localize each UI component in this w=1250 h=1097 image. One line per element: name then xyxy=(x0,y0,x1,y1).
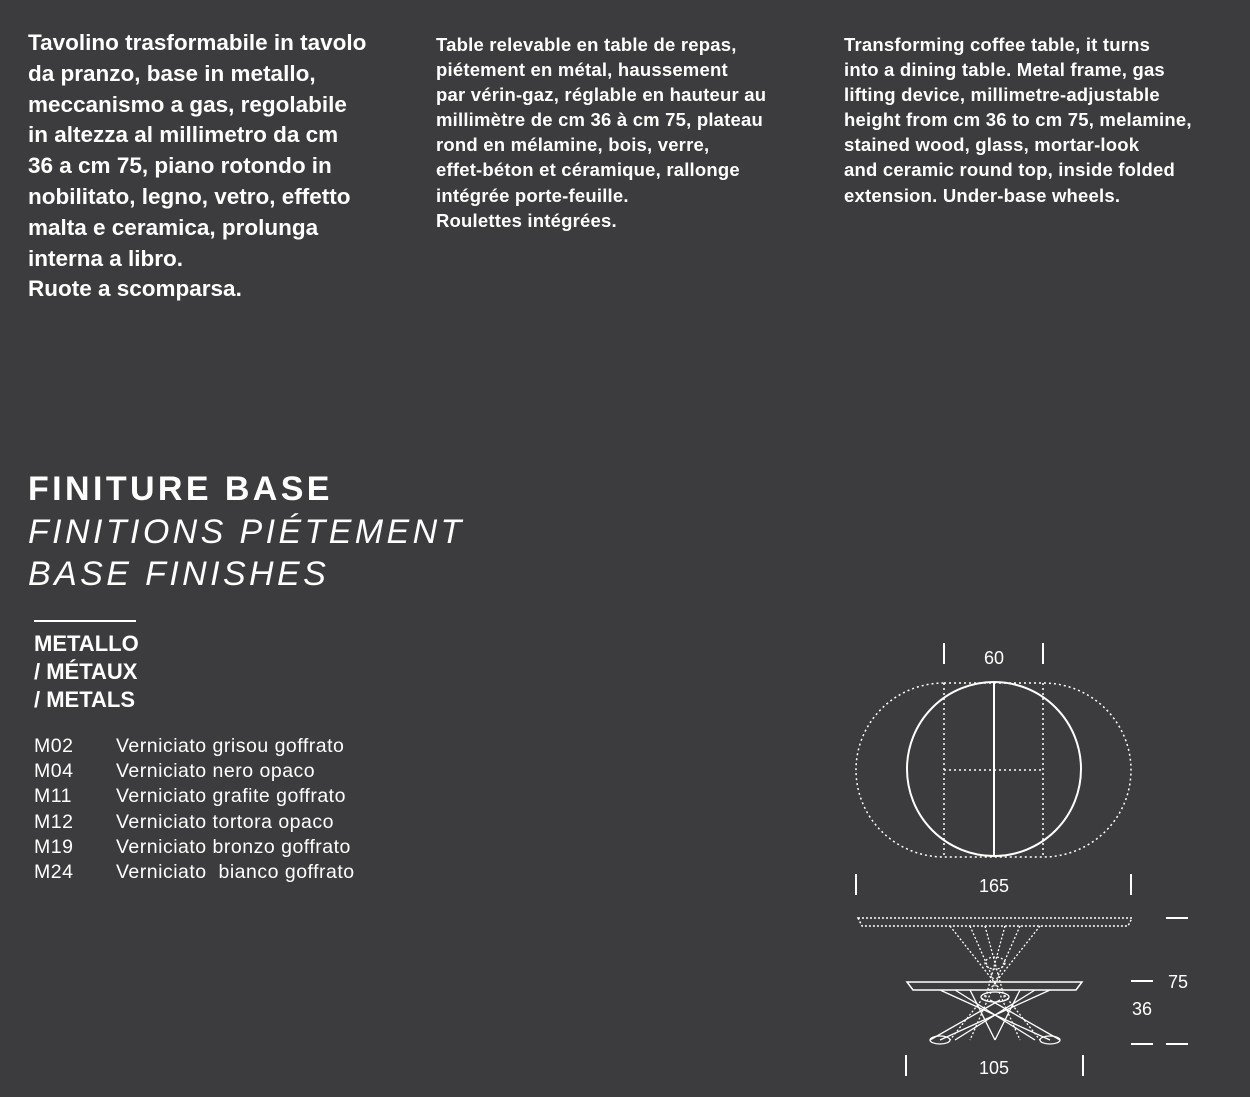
category-italian: METALLO xyxy=(34,631,139,656)
heading-english: BASE FINISHES xyxy=(28,555,330,593)
finish-name: Verniciato bronzo goffrato xyxy=(116,835,351,858)
dimension-min-height: 36 xyxy=(1131,999,1153,1019)
finish-code: M19 xyxy=(34,835,74,858)
heading-italian: FINITURE BASE xyxy=(28,470,333,508)
finish-name: Verniciato grisou goffrato xyxy=(116,735,345,757)
description-italian: Tavolino trasformabile in tavolo da pranzo, base in metallo, meccanismo a gas, regolabile in altezza al millimetro da cm 36 a cm 75, piano rotondo in nobilitato, legno, vetro, effetto malta e ceramica, prolunga interna a libro. Ruote a scomparsa. xyxy=(28,30,367,302)
category-french: / MÉTAUX xyxy=(34,659,138,684)
heading-french: FINITIONS PIÉTEMENT xyxy=(28,512,465,551)
dimension-extended-length: 165 xyxy=(978,876,1010,896)
dimension-extension-width: 60 xyxy=(983,648,1005,668)
finish-name: Verniciato bianco goffrato xyxy=(116,861,355,884)
finish-code: M12 xyxy=(34,810,74,833)
finish-name: Verniciato tortora opaco xyxy=(116,810,334,833)
finish-code: M24 xyxy=(34,861,74,884)
finish-code: M11 xyxy=(34,785,72,808)
description-english: Transforming coffee table, it turns into a dining table. Metal frame, gas lifting device, millimetre-adjustable height from cm 36 to cm 75, melamine, stained wood, glass, mortar-look and ceramic round top, inside folded extension. Under-base wheels. xyxy=(844,34,1192,206)
base-legs xyxy=(930,990,1060,1044)
dimension-base-width: 105 xyxy=(978,1058,1010,1078)
finish-code: M02 xyxy=(34,735,74,757)
side-view-drawing xyxy=(858,918,1188,1076)
finish-name: Verniciato nero opaco xyxy=(116,760,316,783)
finish-code: M04 xyxy=(34,760,74,783)
description-french: Table relevable en table de repas, piétement en métal, haussement par vérin-gaz, réglable en hauteur au millimètre de cm 36 à cm 75, plateau rond en mélamine, bois, verre, effet-béton et céramique, rallonge intégrée porte-feuille. Roulettes intégrées. xyxy=(436,34,767,231)
dimension-max-height: 75 xyxy=(1167,972,1189,992)
raised-legs xyxy=(950,926,1040,1040)
raised-top-outline xyxy=(858,918,1132,926)
finish-name: Verniciato grafite goffrato xyxy=(116,785,346,808)
category-english: / METALS xyxy=(34,687,136,712)
top-view-drawing xyxy=(856,643,1131,895)
